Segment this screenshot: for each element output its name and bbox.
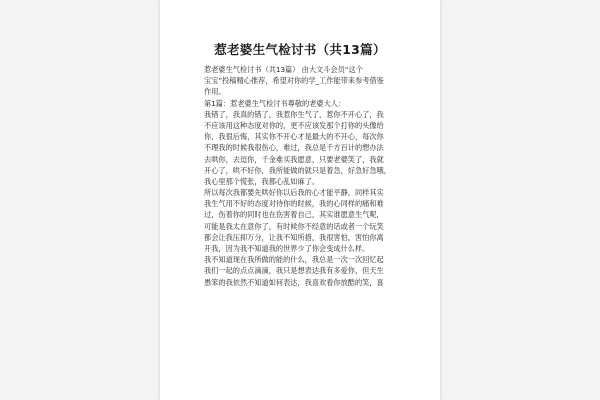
document-page: [160, 0, 440, 400]
text-line: 我错了，我真的错了，我惹你生气了，惹你不开心了，我: [204, 109, 384, 119]
text-line: 不理我的时候我很伤心，难过，我总是千方百计的想办法: [204, 143, 384, 153]
text-line: 我生气用不好的态度对待你的时候，我的心同样的痛和难: [204, 199, 384, 209]
text-line: 不应该用这种态度对你的，更不应该发那个打你的头像给: [204, 120, 384, 130]
text-line: 作用。: [204, 87, 226, 97]
text-line: 都会让我压抑万分，让我不知所措，我很害怕，害怕你离: [204, 232, 384, 242]
text-line: 所以每次我都要先哄好你以后我的心才能平静，同样其实: [204, 188, 384, 198]
text-line: 过，伤着你的同时也在伤害着自己，其实谁愿意生气呢，: [204, 210, 384, 220]
text-line: 宝宝”投稿精心推荐，希望对你的学_工作能带来参考借鉴: [204, 76, 384, 86]
text-line: 开我，因为我不知道我的世界少了你会变成什么样。: [204, 244, 370, 253]
document-title: 惹老婆生气检讨书（共13篇）: [214, 42, 386, 57]
text-line: 你，我很后悔，其实你不开心才是最大的不开心，每次你: [204, 132, 384, 142]
document-body: [204, 64, 404, 288]
text-line: 我心里那个慌张，我都心乱如麻了。: [204, 176, 320, 186]
section-heading: 第1篇：惹老婆生气检讨书尊敬的老婆大人：: [204, 98, 346, 108]
text-line: 可能是我太在意你了，有时候你不经意的话或者一个玩笑: [204, 221, 384, 231]
text-line: 开心了，哄不好你，我所能做的就只是着急，好急好急哦，: [204, 165, 391, 175]
text-line: 我不知道现在我所做的能的什么，我总是一次一次回忆起: [204, 255, 384, 265]
text-line: 愚笨的我依然不知道如何表达，我喜欢看你放酷的笑，喜: [204, 277, 384, 287]
text-line: 去哄你，去逗你，千金难买我愿意，只要老婆笑了，我就: [204, 154, 384, 164]
text-line: 惹老婆生气检讨书（共13篇） 由大文斗会员“这个: [204, 65, 363, 74]
text-line: 我们一起的点点滴滴，我只是想表达我有多爱你，但天生: [204, 266, 384, 276]
